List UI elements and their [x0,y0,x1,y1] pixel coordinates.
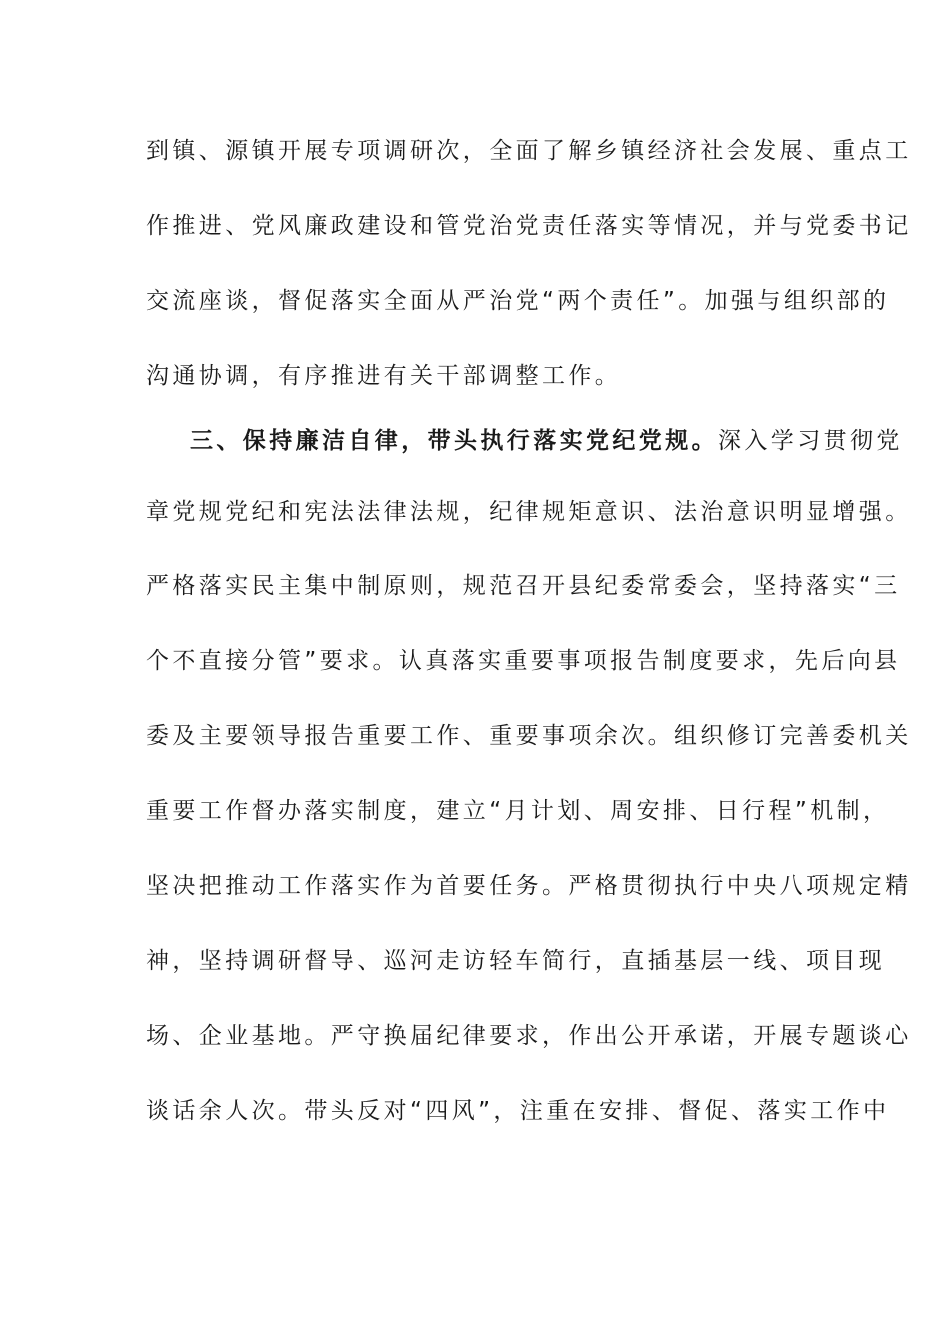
paragraph-line: 场、企业基地。严守换届纪律要求，作出公开承诺，开展专题谈心 [146,1023,912,1049]
section-heading-line [190,421,903,461]
paragraph-line: 作推进、党风廉政建设和管党治党责任落实等情况，并与党委书记 [146,213,912,239]
paragraph-line: 个不直接分管”要求。认真落实重要事项报告制度要求，先后向县 [146,648,901,674]
paragraph-line: 沟通协调，有序推进有关干部调整工作。 [146,363,622,389]
paragraph-line: 委及主要领导报告重要工作、重要事项余次。组织修订完善委机关 [146,723,912,749]
section-heading: 三、保持廉洁自律，带头执行落实党纪党规。 [190,428,718,454]
paragraph-line: 神，坚持调研督导、巡河走访轻车简行，直插基层一线、项目现 [146,948,886,974]
paragraph-line: 严格落实民主集中制原则，规范召开县纪委常委会，坚持落实“三 [146,573,901,599]
paragraph-line: 坚决把推动工作落实作为首要任务。严格贯彻执行中央八项规定精 [146,873,912,899]
section-heading-continuation: 深入学习贯彻党 [718,428,903,454]
paragraph-line: 交流座谈，督促落实全面从严治党“两个责任”。加强与组织部的 [146,288,890,314]
paragraph-line: 谈话余人次。带头反对“四风”，注重在安排、督促、落实工作中 [146,1098,890,1124]
paragraph-line: 到镇、源镇开展专项调研次，全面了解乡镇经济社会发展、重点工 [146,138,912,164]
paragraph-line: 章党规党纪和宪法法律法规，纪律规矩意识、法治意识明显增强。 [146,499,912,525]
paragraph-line: 重要工作督办落实制度，建立“月计划、周安排、日行程”机制， [146,798,890,824]
